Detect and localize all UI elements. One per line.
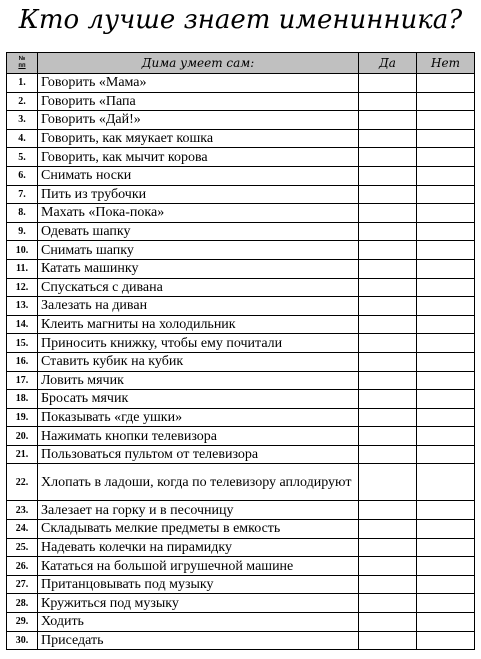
- row-number: 10.: [7, 241, 38, 260]
- no-answer-cell[interactable]: [417, 222, 475, 241]
- yes-answer-cell[interactable]: [359, 92, 417, 111]
- row-task: Залезать на диван: [38, 297, 359, 316]
- row-number: 19.: [7, 408, 38, 427]
- no-answer-cell[interactable]: [417, 445, 475, 464]
- row-task: Ловить мячик: [38, 371, 359, 390]
- yes-answer-cell[interactable]: [359, 557, 417, 576]
- table-row: [7, 538, 475, 557]
- table-row: [7, 278, 475, 297]
- yes-answer-cell[interactable]: [359, 408, 417, 427]
- no-answer-cell[interactable]: [417, 631, 475, 650]
- column-header-task: Дима умеет сам:: [38, 53, 359, 74]
- table-row: [7, 520, 475, 539]
- row-number: 29.: [7, 613, 38, 632]
- row-number: 14.: [7, 315, 38, 334]
- row-number: 27.: [7, 575, 38, 594]
- table-row: [7, 241, 475, 260]
- row-number: 4.: [7, 129, 38, 148]
- table-row: [7, 259, 475, 278]
- no-answer-cell[interactable]: [417, 166, 475, 185]
- table-row: [7, 427, 475, 446]
- table-row: [7, 74, 475, 93]
- table-row: [7, 204, 475, 223]
- no-answer-cell[interactable]: [417, 111, 475, 130]
- table-row: [7, 92, 475, 111]
- column-header-number-symbol: №: [18, 56, 26, 62]
- row-number: 11.: [7, 259, 38, 278]
- row-number: 12.: [7, 278, 38, 297]
- row-number: 30.: [7, 631, 38, 650]
- no-answer-cell[interactable]: [417, 390, 475, 409]
- no-answer-cell[interactable]: [417, 297, 475, 316]
- no-answer-cell[interactable]: [417, 427, 475, 446]
- row-task: Одевать шапку: [38, 222, 359, 241]
- yes-answer-cell[interactable]: [359, 390, 417, 409]
- table-row: [7, 352, 475, 371]
- yes-answer-cell[interactable]: [359, 148, 417, 167]
- yes-answer-cell[interactable]: [359, 464, 417, 501]
- table-row: [7, 129, 475, 148]
- row-number: 20.: [7, 427, 38, 446]
- row-number: 6.: [7, 166, 38, 185]
- row-task: Махать «Пока-пока»: [38, 204, 359, 223]
- row-number: 8.: [7, 204, 38, 223]
- table-row: [7, 613, 475, 632]
- no-answer-cell[interactable]: [417, 148, 475, 167]
- row-number: 7.: [7, 185, 38, 204]
- no-answer-cell[interactable]: [417, 520, 475, 539]
- row-task: Пользоваться пультом от телевизора: [38, 445, 359, 464]
- row-number: 26.: [7, 557, 38, 576]
- row-number: 25.: [7, 538, 38, 557]
- no-answer-cell[interactable]: [417, 594, 475, 613]
- yes-answer-cell[interactable]: [359, 111, 417, 130]
- row-task: Катать машинку: [38, 259, 359, 278]
- yes-answer-cell[interactable]: [359, 520, 417, 539]
- no-answer-cell[interactable]: [417, 464, 475, 501]
- no-answer-cell[interactable]: [417, 334, 475, 353]
- row-task: Хлопать в ладоши, когда по телевизору аплодируют: [38, 464, 359, 501]
- row-task: Приседать: [38, 631, 359, 650]
- table-row: [7, 111, 475, 130]
- table-row: [7, 315, 475, 334]
- table-row: [7, 594, 475, 613]
- row-task: Снимать носки: [38, 166, 359, 185]
- no-answer-cell[interactable]: [417, 538, 475, 557]
- table-row: [7, 185, 475, 204]
- yes-answer-cell[interactable]: [359, 241, 417, 260]
- yes-answer-cell[interactable]: [359, 575, 417, 594]
- yes-answer-cell[interactable]: [359, 613, 417, 632]
- yes-answer-cell[interactable]: [359, 371, 417, 390]
- table-row: [7, 408, 475, 427]
- row-number: 21.: [7, 445, 38, 464]
- yes-answer-cell[interactable]: [359, 631, 417, 650]
- table-row: [7, 148, 475, 167]
- table-row: [7, 390, 475, 409]
- table-row: [7, 575, 475, 594]
- yes-answer-cell[interactable]: [359, 352, 417, 371]
- yes-answer-cell[interactable]: [359, 538, 417, 557]
- row-task: Клеить магниты на холодильник: [38, 315, 359, 334]
- row-task: Складывать мелкие предметы в емкость: [38, 520, 359, 539]
- column-header-no: Нет: [417, 53, 475, 74]
- yes-answer-cell[interactable]: [359, 129, 417, 148]
- no-answer-cell[interactable]: [417, 557, 475, 576]
- table-row: [7, 371, 475, 390]
- row-number: 18.: [7, 390, 38, 409]
- no-answer-cell[interactable]: [417, 74, 475, 93]
- row-task: Бросать мячик: [38, 390, 359, 409]
- no-answer-cell[interactable]: [417, 278, 475, 297]
- yes-answer-cell[interactable]: [359, 315, 417, 334]
- yes-answer-cell[interactable]: [359, 74, 417, 93]
- table-row: [7, 631, 475, 650]
- skills-table: [6, 52, 475, 650]
- row-task: Кататься на большой игрушечной машине: [38, 557, 359, 576]
- row-task: Говорить «Мама»: [38, 74, 359, 93]
- row-number: 9.: [7, 222, 38, 241]
- table-row: [7, 222, 475, 241]
- row-number: 28.: [7, 594, 38, 613]
- row-task: Нажимать кнопки телевизора: [38, 427, 359, 446]
- yes-answer-cell[interactable]: [359, 222, 417, 241]
- row-task: Кружиться под музыку: [38, 594, 359, 613]
- yes-answer-cell[interactable]: [359, 259, 417, 278]
- table-row: [7, 464, 475, 501]
- table-row: [7, 166, 475, 185]
- column-header-yes: Да: [359, 53, 417, 74]
- yes-answer-cell[interactable]: [359, 334, 417, 353]
- row-number: 13.: [7, 297, 38, 316]
- no-answer-cell[interactable]: [417, 408, 475, 427]
- row-task: Снимать шапку: [38, 241, 359, 260]
- page-title: Кто лучше знает именинника?: [18, 5, 463, 35]
- row-task: Приносить книжку, чтобы ему почитали: [38, 334, 359, 353]
- row-task: Показывать «где ушки»: [38, 408, 359, 427]
- no-answer-cell[interactable]: [417, 315, 475, 334]
- no-answer-cell[interactable]: [417, 92, 475, 111]
- row-number: 17.: [7, 371, 38, 390]
- yes-answer-cell[interactable]: [359, 594, 417, 613]
- yes-answer-cell[interactable]: [359, 297, 417, 316]
- table-row: [7, 501, 475, 520]
- row-task: Говорить «Дай!»: [38, 111, 359, 130]
- row-task: Ходить: [38, 613, 359, 632]
- table-header-row: [7, 53, 475, 74]
- row-number: 15.: [7, 334, 38, 353]
- no-answer-cell[interactable]: [417, 259, 475, 278]
- row-number: 23.: [7, 501, 38, 520]
- row-number: 16.: [7, 352, 38, 371]
- row-task: Спускаться с дивана: [38, 278, 359, 297]
- yes-answer-cell[interactable]: [359, 278, 417, 297]
- yes-answer-cell[interactable]: [359, 166, 417, 185]
- column-header-number: [7, 53, 38, 74]
- row-task: Ставить кубик на кубик: [38, 352, 359, 371]
- yes-answer-cell[interactable]: [359, 501, 417, 520]
- row-task: Надевать колечки на пирамидку: [38, 538, 359, 557]
- row-number: 5.: [7, 148, 38, 167]
- no-answer-cell[interactable]: [417, 613, 475, 632]
- row-task: Залезает на горку и в песочницу: [38, 501, 359, 520]
- table-row: [7, 297, 475, 316]
- yes-answer-cell[interactable]: [359, 427, 417, 446]
- no-answer-cell[interactable]: [417, 241, 475, 260]
- yes-answer-cell[interactable]: [359, 185, 417, 204]
- table-row: [7, 557, 475, 576]
- yes-answer-cell[interactable]: [359, 204, 417, 223]
- no-answer-cell[interactable]: [417, 129, 475, 148]
- row-number: 1.: [7, 74, 38, 93]
- column-header-number-abbr: пп: [18, 63, 26, 69]
- no-answer-cell[interactable]: [417, 185, 475, 204]
- row-number: 3.: [7, 111, 38, 130]
- yes-answer-cell[interactable]: [359, 445, 417, 464]
- no-answer-cell[interactable]: [417, 352, 475, 371]
- no-answer-cell[interactable]: [417, 575, 475, 594]
- table-row: [7, 445, 475, 464]
- row-task: Говорить, как мяукает кошка: [38, 129, 359, 148]
- row-number: 22.: [7, 464, 38, 501]
- row-task: Пританцовывать под музыку: [38, 575, 359, 594]
- no-answer-cell[interactable]: [417, 501, 475, 520]
- row-number: 24.: [7, 520, 38, 539]
- row-task: Пить из трубочки: [38, 185, 359, 204]
- no-answer-cell[interactable]: [417, 204, 475, 223]
- row-task: Говорить «Папа: [38, 92, 359, 111]
- no-answer-cell[interactable]: [417, 371, 475, 390]
- table-row: [7, 334, 475, 353]
- row-number: 2.: [7, 92, 38, 111]
- row-task: Говорить, как мычит корова: [38, 148, 359, 167]
